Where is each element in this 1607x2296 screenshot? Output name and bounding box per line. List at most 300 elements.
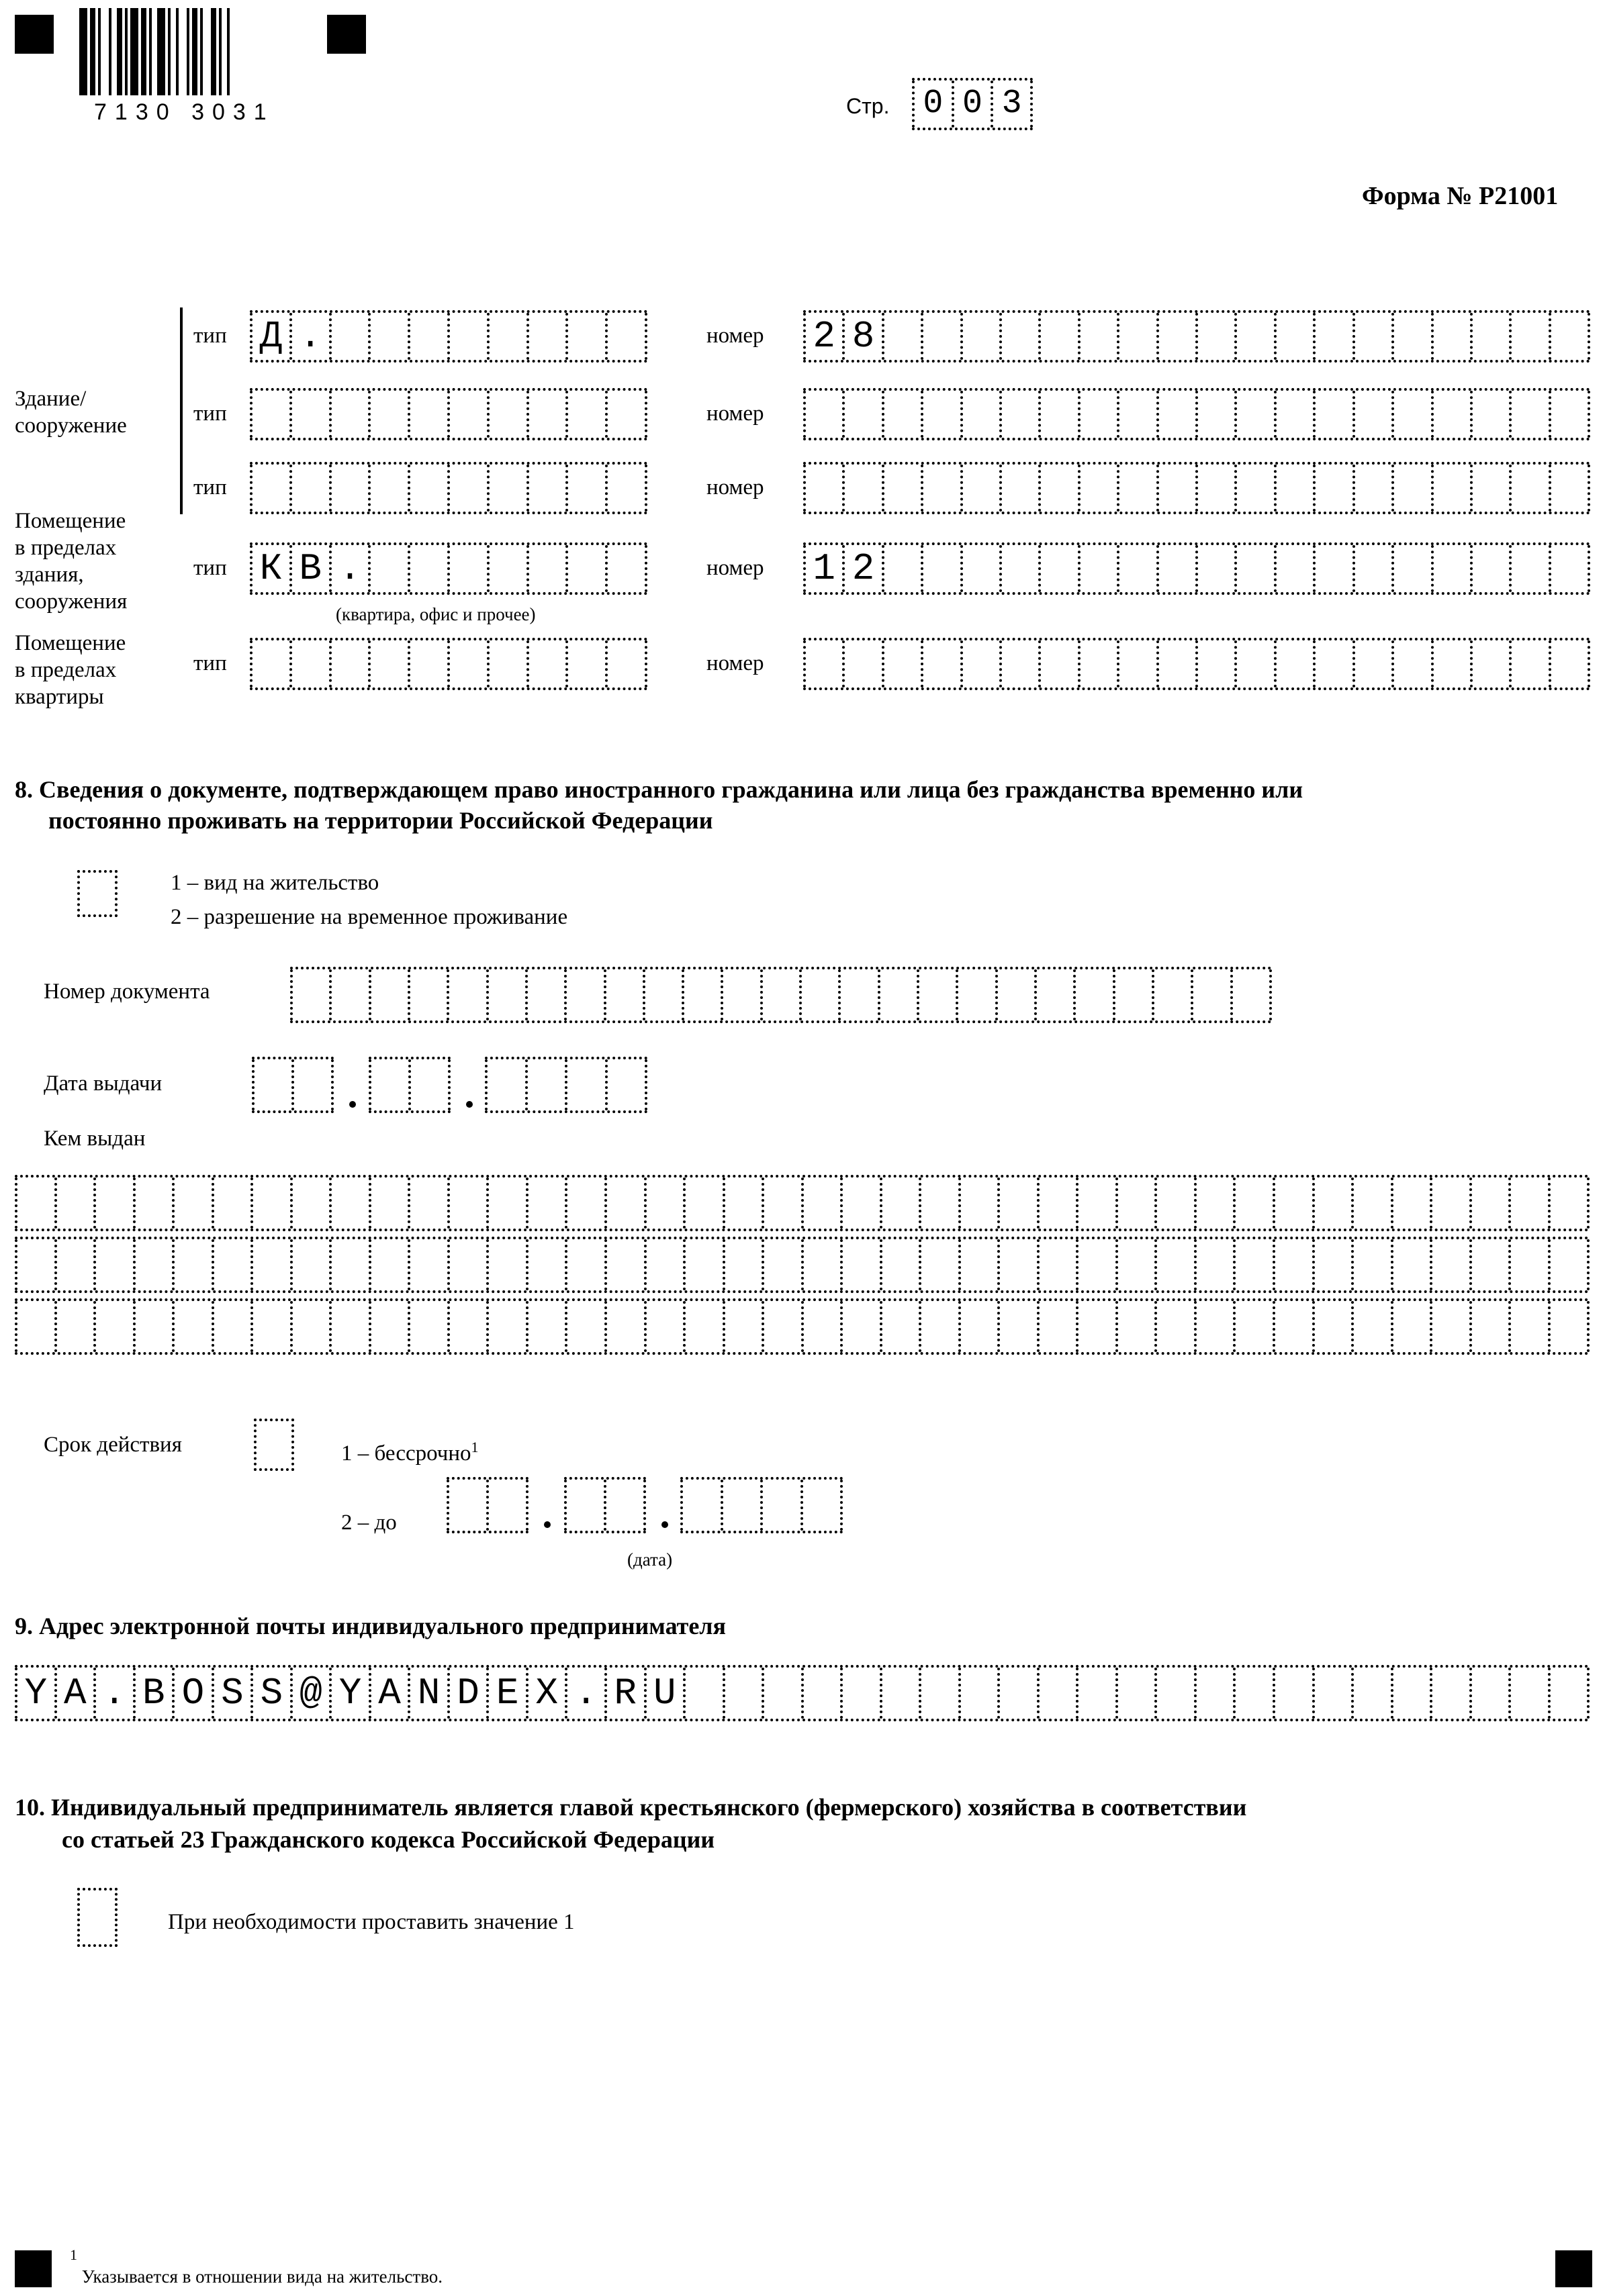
issued-by-line-1-cell: [133, 1178, 173, 1229]
type-label: тип: [193, 401, 227, 426]
barcode-bar: [79, 8, 87, 95]
issued-by-line-2-cell: [133, 1239, 173, 1290]
address-number-field-1-cell: [1078, 313, 1117, 360]
address-number-field-1-cell: [960, 313, 999, 360]
issued-by-line-2-cell: [212, 1239, 251, 1290]
address-number-field-3-cell: [842, 465, 881, 512]
doc-number-cell: [408, 969, 447, 1020]
valid-day-field-cell: [486, 1480, 529, 1531]
issued-by-line-1-cell: [840, 1178, 880, 1229]
footnote-marker: 1: [70, 2246, 77, 2263]
date-hint: (дата): [627, 1549, 673, 1570]
address-type-field-1-cell: [526, 313, 566, 360]
address-number-field-5-cell: [1391, 640, 1430, 687]
address-number-field-5-cell: [1274, 640, 1313, 687]
issued-by-line-3-cell: [1115, 1301, 1155, 1352]
barcode-bar: [192, 8, 197, 95]
registration-mark-top-right: [327, 15, 366, 54]
issued-by-line-2-cell: [329, 1239, 369, 1290]
valid-month-field[interactable]: [564, 1477, 646, 1533]
valid-year-field-cell: [680, 1480, 721, 1531]
address-number-field-4-cell: [1156, 545, 1195, 592]
address-number-field-3[interactable]: [803, 462, 1590, 514]
issued-by-line-1-cell: [447, 1178, 487, 1229]
registration-mark-top-left: [15, 15, 54, 54]
premise-apartment-label: Помещение в пределах квартиры: [15, 631, 126, 709]
address-type-field-4-cell: [526, 545, 566, 592]
issued-by-line-2-cell: [840, 1239, 880, 1290]
barcode-bar: [219, 8, 222, 95]
issued-by-line-1-cell: [1312, 1178, 1352, 1229]
barcode-bar: [227, 8, 230, 95]
email-cell: A: [54, 1668, 94, 1719]
address-type-field-5-cell: [408, 640, 447, 687]
address-number-field-5-cell: [1038, 640, 1077, 687]
address-number-field-3-cell: [999, 465, 1038, 512]
address-number-field-2-cell: [1509, 391, 1548, 438]
footnote-ref: 1: [471, 1439, 479, 1455]
address-number-field-5-cell: [1234, 640, 1273, 687]
address-number-field-5-cell: [882, 640, 921, 687]
issued-by-line-1-cell: [15, 1178, 54, 1229]
valid-date-dot-2: [661, 1521, 668, 1528]
issued-by-line-2-cell: [958, 1239, 998, 1290]
doc-number-cell: [878, 969, 917, 1020]
address-number-field-2-cell: [842, 391, 881, 438]
address-number-field-4-cell: [1431, 545, 1470, 592]
address-number-field-4-cell: [1509, 545, 1548, 592]
email-cell: E: [486, 1668, 526, 1719]
email-cell: [1391, 1668, 1430, 1719]
address-type-field-1-cell: [408, 313, 447, 360]
email-cell: O: [172, 1668, 212, 1719]
issued-by-line-3-cell: [1037, 1301, 1076, 1352]
barcode-bar: [168, 8, 171, 95]
issued-by-line-3-cell: [329, 1301, 369, 1352]
address-number-field-1-cell: [1117, 313, 1156, 360]
address-type-field-5-cell: [447, 640, 487, 687]
issued-by-line-3-cell: [1351, 1301, 1391, 1352]
page-number-field: [912, 78, 1033, 130]
issued-by-line-1-cell: [1194, 1178, 1234, 1229]
email-cell: [762, 1668, 801, 1719]
address-number-field-3-cell: [1391, 465, 1430, 512]
option-temporary-residence: 2 – разрешение на временное проживание: [171, 905, 568, 929]
email-cell: S: [212, 1668, 251, 1719]
email-cell: [1154, 1668, 1194, 1719]
email-cell: S: [250, 1668, 290, 1719]
issued-by-line-2[interactable]: [15, 1237, 1590, 1293]
email-cell: @: [290, 1668, 330, 1719]
issued-by-line-2-cell: [250, 1239, 290, 1290]
doc-number-cell: [1230, 969, 1272, 1020]
issued-by-line-2-cell: [997, 1239, 1037, 1290]
address-type-field-3-cell: [605, 465, 647, 512]
address-number-field-2-cell: [960, 391, 999, 438]
issue-month-field-cell: [369, 1059, 408, 1110]
issued-by-line-2-cell: [604, 1239, 644, 1290]
doc-number-cell: [995, 969, 1034, 1020]
issued-by-line-1-cell: [644, 1178, 684, 1229]
issued-by-line-3-cell: [1076, 1301, 1115, 1352]
issue-year-field-cell: [605, 1059, 648, 1110]
issued-by-line-3-cell: [1430, 1301, 1469, 1352]
issued-by-line-1-cell: [1115, 1178, 1155, 1229]
address-type-field-3-cell: [447, 465, 487, 512]
address-number-field-4-cell: [1117, 545, 1156, 592]
issued-by-line-3-cell: [408, 1301, 447, 1352]
address-number-field-2-cell: [1470, 391, 1509, 438]
issued-by-line-2-cell: [1115, 1239, 1155, 1290]
number-label: номер: [706, 651, 764, 675]
issued-by-line-3-cell: [683, 1301, 723, 1352]
address-number-field-4-cell: [1038, 545, 1077, 592]
issued-by-line-1-cell: [212, 1178, 251, 1229]
issued-by-line-1-cell: [1548, 1178, 1590, 1229]
issued-by-line-2-cell: [1312, 1239, 1352, 1290]
doc-number-cell: [1034, 969, 1073, 1020]
address-number-field-5-cell: [1117, 640, 1156, 687]
address-number-field-1[interactable]: [803, 310, 1590, 363]
issued-by-line-3-cell: [723, 1301, 762, 1352]
address-type-field-4-cell: [368, 545, 408, 592]
address-type-field-2-cell: [605, 391, 647, 438]
address-type-field-2-cell: [329, 391, 369, 438]
type-label: тип: [193, 475, 227, 499]
email-cell: [1508, 1668, 1548, 1719]
issued-by-line-1-cell: [801, 1178, 841, 1229]
address-number-field-1-cell: [1431, 313, 1470, 360]
doc-number-cell: [369, 969, 408, 1020]
issued-by-line-1-cell: [1273, 1178, 1312, 1229]
address-number-field-3-cell: [1509, 465, 1548, 512]
barcode: [79, 8, 295, 95]
address-type-field-2-cell: [368, 391, 408, 438]
barcode-bar: [200, 8, 203, 95]
issued-by-line-1-cell: [723, 1178, 762, 1229]
email-cell: [958, 1668, 998, 1719]
address-number-field-1-cell: [882, 313, 921, 360]
address-number-field-1-cell: [1156, 313, 1195, 360]
issued-by-line-1-cell: [762, 1178, 801, 1229]
issued-by-line-2-cell: [1351, 1239, 1391, 1290]
issued-by-line-2-cell: [54, 1239, 94, 1290]
address-type-field-1-cell: [368, 313, 408, 360]
address-number-field-4[interactable]: [803, 542, 1590, 595]
address-number-field-3-cell: [1470, 465, 1509, 512]
registration-mark-bottom-left: [15, 2250, 52, 2287]
issued-by-line-2-cell: [683, 1239, 723, 1290]
issued-by-line-1-cell: [329, 1178, 369, 1229]
doc-number-cell: [329, 969, 368, 1020]
doc-number-cell: [604, 969, 643, 1020]
email-cell: .: [565, 1668, 604, 1719]
premise-type-hint: (квартира, офис и прочее): [336, 604, 536, 624]
address-type-field-5-cell: [329, 640, 369, 687]
validity-option-indefinite-text: 1 – бессрочно: [341, 1441, 471, 1466]
address-number-field-1-cell: 2: [803, 313, 842, 360]
address-number-field-4-cell: [1391, 545, 1430, 592]
issued-by-line-3-cell: [604, 1301, 644, 1352]
number-label: номер: [706, 475, 764, 499]
address-number-field-4-cell: [960, 545, 999, 592]
email-cell: [919, 1668, 958, 1719]
issued-by-line-3-cell: [1194, 1301, 1234, 1352]
email-cell: B: [133, 1668, 173, 1719]
issued-by-line-2-cell: [1233, 1239, 1273, 1290]
issued-by-line-1-cell: [250, 1178, 290, 1229]
issued-by-line-3-cell: [762, 1301, 801, 1352]
address-type-field-3-cell: [565, 465, 605, 512]
address-type-field-5-cell: [526, 640, 566, 687]
type-label: тип: [193, 556, 227, 580]
address-number-field-2-cell: [1038, 391, 1077, 438]
address-type-field-5-cell: [605, 640, 647, 687]
issued-by-line-3-cell: [1273, 1301, 1312, 1352]
address-number-field-4-cell: 1: [803, 545, 842, 592]
address-number-field-2-cell: [1391, 391, 1430, 438]
issued-by-line-1-cell: [290, 1178, 330, 1229]
issued-by-line-1-cell: [172, 1178, 212, 1229]
email-cell: .: [93, 1668, 133, 1719]
address-number-field-4-cell: [1078, 545, 1117, 592]
section-10-title: 10. Индивидуальный предприниматель является главой крестьянского (фермерского) хозяйства в соответствии: [15, 1794, 1247, 1821]
section-8-title-line2: постоянно проживать на территории Российской Федерации: [48, 807, 713, 834]
issued-by-line-2-cell: [93, 1239, 133, 1290]
issued-by-line-2-cell: [172, 1239, 212, 1290]
address-number-field-2-cell: [1313, 391, 1352, 438]
issued-by-line-1-cell: [1391, 1178, 1430, 1229]
issue-year-field-cell: [485, 1059, 525, 1110]
address-number-field-4-cell: [1195, 545, 1234, 592]
doc-number-cell: [1191, 969, 1230, 1020]
address-type-field-4[interactable]: [250, 542, 647, 595]
barcode-bar: [149, 8, 152, 95]
issued-by-line-2-cell: [1430, 1239, 1469, 1290]
address-type-field-2[interactable]: [250, 388, 647, 440]
address-number-field-1-cell: [1195, 313, 1234, 360]
address-number-field-4-cell: [1470, 545, 1509, 592]
address-number-field-5-cell: [1470, 640, 1509, 687]
issued-by-line-2-cell: [565, 1239, 604, 1290]
address-number-field-4-cell: [1274, 545, 1313, 592]
address-type-field-5[interactable]: [250, 638, 647, 690]
doc-number-cell: [721, 969, 760, 1020]
address-type-field-1-cell: .: [289, 313, 329, 360]
issued-by-line-3-cell: [880, 1301, 919, 1352]
email-cell: X: [526, 1668, 565, 1719]
doc-number-cell: [917, 969, 956, 1020]
email-cell: [683, 1668, 723, 1719]
address-number-field-3-cell: [1549, 465, 1590, 512]
issued-by-line-2-cell: [644, 1239, 684, 1290]
address-number-field-5-cell: [842, 640, 881, 687]
address-number-field-3-cell: [1274, 465, 1313, 512]
farm-head-hint: При необходимости проставить значение 1: [168, 1910, 575, 1934]
address-type-field-4-cell: К: [250, 545, 289, 592]
page-label: Стр.: [846, 94, 890, 118]
validity-label: Срок действия: [44, 1433, 182, 1457]
issued-by-line-1-cell: [526, 1178, 565, 1229]
email-cell: [1037, 1668, 1076, 1719]
address-type-field-5-cell: [250, 640, 289, 687]
page-number-cell: 3: [991, 81, 1033, 128]
issue-year-field[interactable]: [485, 1057, 647, 1113]
issued-by-line-3-cell: [447, 1301, 487, 1352]
valid-month-field-cell: [564, 1480, 604, 1531]
farm-head-checkbox[interactable]: [77, 1888, 118, 1947]
issued-by-line-1-cell: [1233, 1178, 1273, 1229]
address-type-field-5-cell: [368, 640, 408, 687]
address-type-field-4-cell: [408, 545, 447, 592]
address-type-field-4-cell: [605, 545, 647, 592]
issued-by-line-3-cell: [801, 1301, 841, 1352]
address-number-field-1-cell: [1038, 313, 1077, 360]
email-cell: R: [604, 1668, 644, 1719]
issued-by-line-1-cell: [408, 1178, 447, 1229]
barcode-number: 7130 3031: [94, 99, 275, 125]
issue-month-field[interactable]: [369, 1057, 451, 1113]
issued-by-line-1-cell: [1469, 1178, 1509, 1229]
address-type-field-1[interactable]: [250, 310, 647, 363]
address-type-field-4-cell: [487, 545, 526, 592]
valid-day-field[interactable]: [447, 1477, 529, 1533]
address-number-field-1-cell: [1470, 313, 1509, 360]
valid-year-field-cell: [760, 1480, 800, 1531]
issued-by-line-2-cell: [1076, 1239, 1115, 1290]
address-number-field-2-cell: [803, 391, 842, 438]
email-cell: [840, 1668, 880, 1719]
address-number-field-3-cell: [1234, 465, 1273, 512]
issued-by-line-2-cell: [408, 1239, 447, 1290]
address-number-field-2-cell: [1549, 391, 1590, 438]
address-number-field-5[interactable]: [803, 638, 1590, 690]
issued-by-line-2-cell: [880, 1239, 919, 1290]
address-number-field-1-cell: [1352, 313, 1391, 360]
issued-by-line-3-cell: [958, 1301, 998, 1352]
section-8-title: 8. Сведения о документе, подтверждающем право иностранного гражданина или лица без гражданства временно или: [15, 776, 1303, 803]
address-type-field-4-cell: [565, 545, 605, 592]
address-type-field-2-cell: [250, 391, 289, 438]
email-cell: [997, 1668, 1037, 1719]
doc-number-field[interactable]: [290, 967, 1272, 1023]
address-type-field-3-cell: [329, 465, 369, 512]
issued-by-line-1-cell: [1430, 1178, 1469, 1229]
address-number-field-3-cell: [1156, 465, 1195, 512]
email-cell: [1548, 1668, 1590, 1719]
valid-year-field[interactable]: [680, 1477, 843, 1533]
issued-by-line-3-cell: [840, 1301, 880, 1352]
address-number-field-3-cell: [1352, 465, 1391, 512]
address-number-field-1-cell: [999, 313, 1038, 360]
issued-by-line-3-cell: [1391, 1301, 1430, 1352]
address-number-field-3-cell: [1313, 465, 1352, 512]
issue-year-field-cell: [525, 1059, 565, 1110]
barcode-bar: [98, 8, 101, 95]
address-number-field-2-cell: [1117, 391, 1156, 438]
issued-by-line-3-cell: [1312, 1301, 1352, 1352]
address-number-field-4-cell: [882, 545, 921, 592]
barcode-bar: [125, 8, 128, 95]
address-type-field-2-cell: [289, 391, 329, 438]
issue-day-field-cell: [291, 1059, 334, 1110]
barcode-bar: [187, 8, 189, 95]
address-type-field-1-cell: [329, 313, 369, 360]
email-cell: U: [644, 1668, 684, 1719]
number-label: номер: [706, 556, 764, 580]
address-number-field-3-cell: [1431, 465, 1470, 512]
address-number-field-3-cell: [803, 465, 842, 512]
issued-by-line-3-cell: [290, 1301, 330, 1352]
address-number-field-5-cell: [999, 640, 1038, 687]
address-type-field-3-cell: [289, 465, 329, 512]
type-label: тип: [193, 324, 227, 348]
address-type-field-3-cell: [250, 465, 289, 512]
barcode-bar: [109, 8, 111, 95]
doc-number-cell: [290, 969, 329, 1020]
validity-checkbox[interactable]: [254, 1419, 294, 1471]
issued-by-line-2-cell: [447, 1239, 487, 1290]
issued-by-line-1-cell: [604, 1178, 644, 1229]
doc-number-cell: [564, 969, 603, 1020]
address-number-field-1-cell: [1313, 313, 1352, 360]
issued-by-line-1-cell: [1508, 1178, 1548, 1229]
issued-by-line-3[interactable]: [15, 1298, 1590, 1355]
issue-day-field[interactable]: [252, 1057, 334, 1113]
email-cell: [880, 1668, 919, 1719]
validity-option-until: 2 – до: [341, 1511, 397, 1535]
barcode-bar: [141, 8, 146, 95]
issued-by-line-2-cell: [1391, 1239, 1430, 1290]
premise-building-label: Помещение в пределах здания, сооружения: [15, 509, 128, 614]
address-number-field-1-cell: [1274, 313, 1313, 360]
form-title: Форма № Р21001: [1362, 182, 1559, 210]
issue-day-field-cell: [252, 1059, 291, 1110]
address-type-field-4-cell: [447, 545, 487, 592]
address-number-field-2[interactable]: [803, 388, 1590, 440]
issued-by-line-2-cell: [723, 1239, 762, 1290]
issued-by-line-3-cell: [93, 1301, 133, 1352]
doc-number-cell: [1073, 969, 1112, 1020]
address-type-field-5-cell: [289, 640, 329, 687]
issued-by-line-3-cell: [565, 1301, 604, 1352]
address-number-field-2-cell: [1352, 391, 1391, 438]
section-9-title: 9. Адрес электронной почты индивидуального предпринимателя: [15, 1613, 726, 1639]
doc-number-label: Номер документа: [44, 979, 210, 1004]
address-number-field-1-cell: [1234, 313, 1273, 360]
issued-by-line-3-cell: [54, 1301, 94, 1352]
address-number-field-5-cell: [1195, 640, 1234, 687]
email-field[interactable]: [15, 1665, 1590, 1721]
issued-by-line-2-cell: [762, 1239, 801, 1290]
valid-year-field-cell: [800, 1480, 843, 1531]
issued-by-line-3-cell: [997, 1301, 1037, 1352]
issued-by-line-1[interactable]: [15, 1175, 1590, 1231]
issued-by-line-2-cell: [1548, 1239, 1590, 1290]
address-number-field-5-cell: [1078, 640, 1117, 687]
doc-number-cell: [447, 969, 486, 1020]
option-residence-permit: 1 – вид на жительство: [171, 871, 379, 895]
address-number-field-2-cell: [1431, 391, 1470, 438]
address-number-field-3-cell: [1038, 465, 1077, 512]
issued-by-line-3-cell: [526, 1301, 565, 1352]
issued-by-line-2-cell: [1037, 1239, 1076, 1290]
number-label: номер: [706, 324, 764, 348]
residence-doc-type-checkbox[interactable]: [77, 870, 118, 917]
issued-by-line-1-cell: [880, 1178, 919, 1229]
address-type-field-3[interactable]: [250, 462, 647, 514]
issue-date-dot-1: [349, 1101, 356, 1108]
